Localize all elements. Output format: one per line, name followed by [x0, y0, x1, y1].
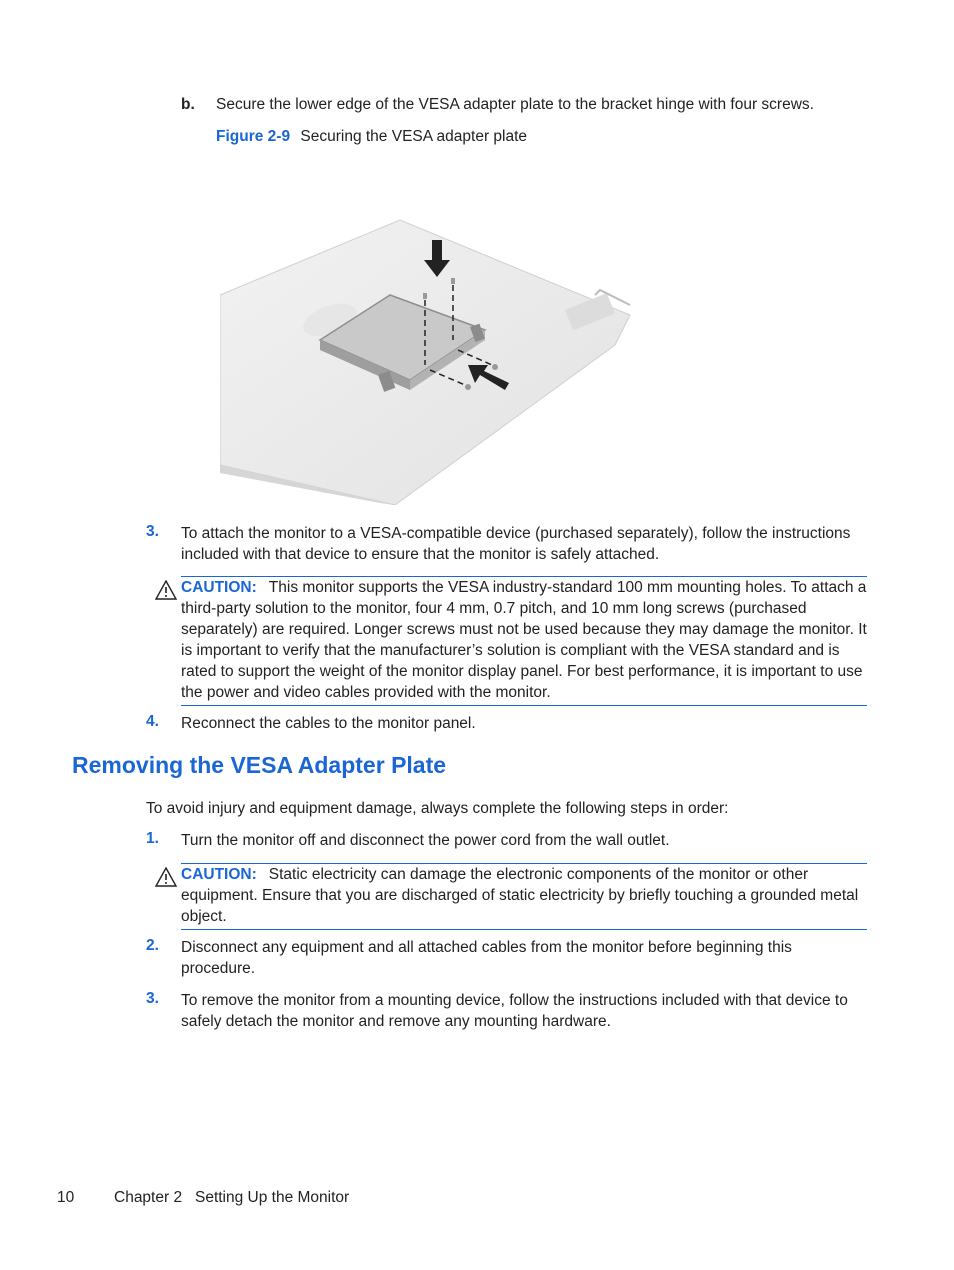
caution-text: Static electricity can damage the electronic components of the monitor or other equipment. Ensure that you are discharged of static electricity by briefly touching a grounded metal object.	[181, 866, 859, 925]
chapter-title: Chapter 2 Setting Up the Monitor	[114, 1189, 350, 1206]
page-number: 10	[57, 1189, 75, 1206]
step-1-number: 1.	[146, 830, 159, 847]
warning-icon	[155, 580, 177, 600]
figure-caption-text: Securing the VESA adapter plate	[300, 128, 528, 145]
step-3-remove-text: To remove the monitor from a mounting device, follow the instructions included with that device to safely detach the monitor and remove any mounting hardware.	[181, 992, 848, 1030]
step-4-text: Reconnect the cables to the monitor panel.	[181, 715, 476, 732]
figure-caption	[216, 126, 527, 147]
section-intro: To avoid injury and equipment damage, always complete the following steps in order:	[146, 800, 729, 817]
step-3-text: To attach the monitor to a VESA-compatible device (purchased separately), follow the instructions included with that device to ensure that the monitor is safely attached.	[181, 525, 851, 563]
caution-label: CAUTION:	[181, 866, 257, 883]
warning-icon	[155, 867, 177, 887]
step-2-text: Disconnect any equipment and all attached cables from the monitor before beginning this procedure.	[181, 939, 792, 977]
caution-label: CAUTION:	[181, 579, 257, 596]
section-heading: Removing the VESA Adapter Plate	[72, 752, 447, 778]
step-2-number: 2.	[146, 937, 159, 954]
step-3-remove-number: 3.	[146, 990, 159, 1007]
caution-note-vesa	[181, 576, 867, 706]
vesa-plate-illustration	[220, 215, 634, 505]
step-3-number: 3.	[146, 523, 159, 540]
caution-note-static	[181, 863, 867, 930]
step-4-number: 4.	[146, 713, 159, 730]
caution-text: This monitor supports the VESA industry-standard 100 mm mounting holes. To attach a third-party solution to the monitor, four 4 mm, 0.7 pitch, and 10 mm long screws (purchased separately) are required. Longer screws must not be used because they may damage the monitor. It is important to verify that the manufacturer’s solution is compliant with the VESA standard and is rated to support the weight of the monitor display panel. For best performance, it is important to use the power and video cables provided with the monitor.	[181, 579, 867, 701]
step-1-text: Turn the monitor off and disconnect the power cord from the wall outlet.	[181, 832, 670, 849]
step-b-marker: b.	[181, 96, 195, 113]
figure-label: Figure 2-9	[216, 128, 291, 145]
step-b-text: Secure the lower edge of the VESA adapter plate to the bracket hinge with four screws.	[216, 96, 814, 113]
